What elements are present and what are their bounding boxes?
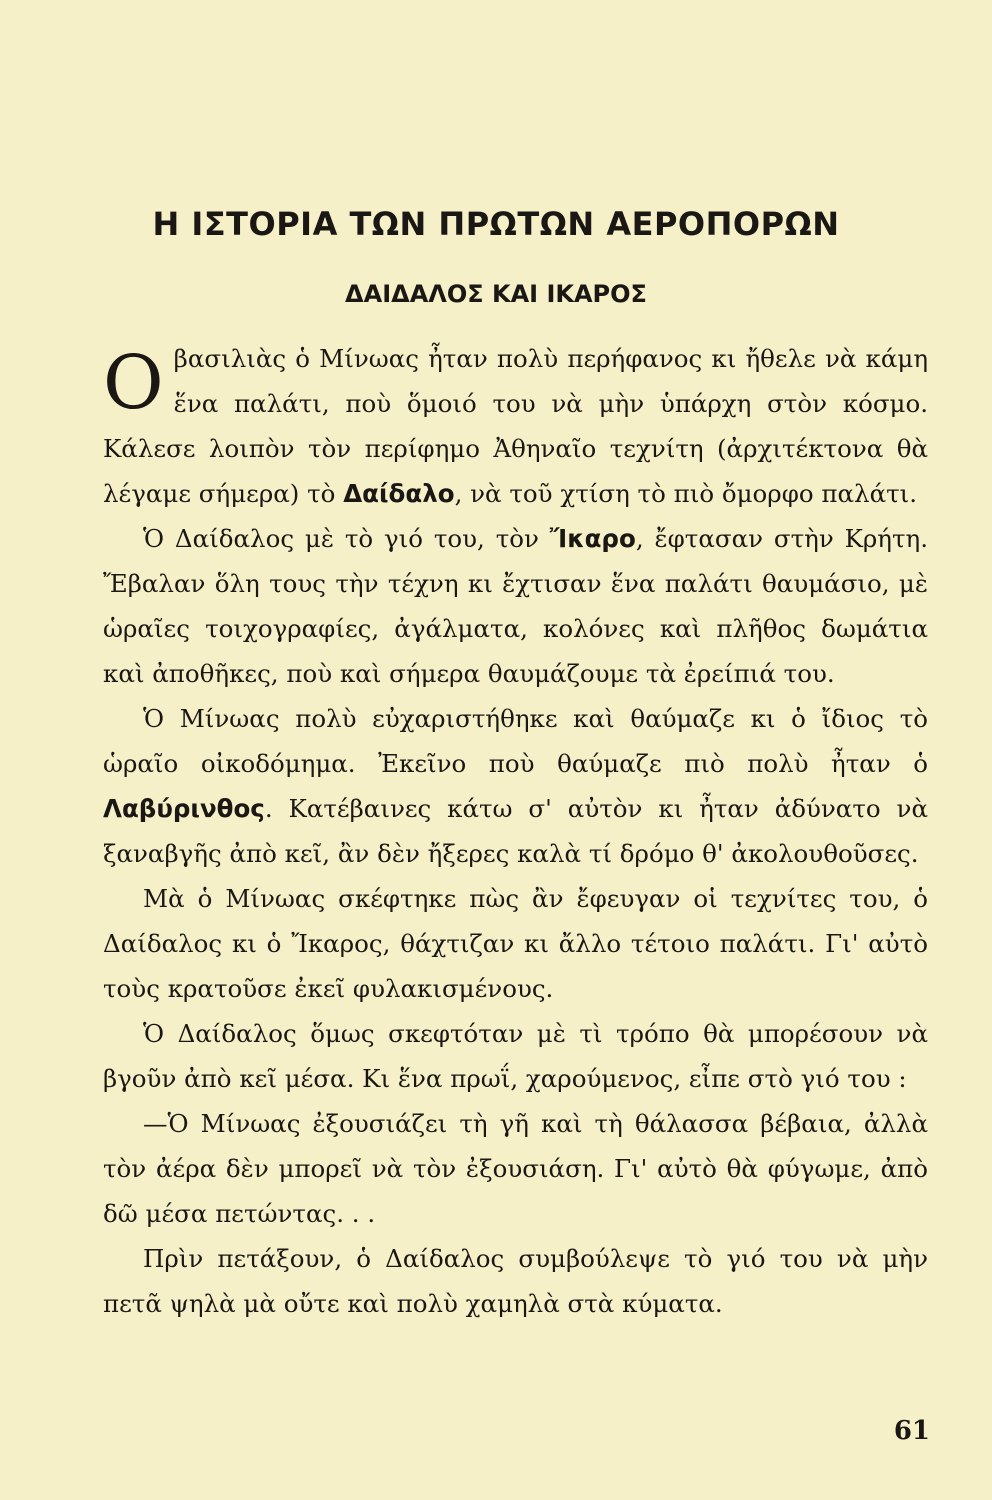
name-labyrinth: Λαβύρινθος [103,794,265,823]
page-title: Η ΙΣΤΟΡΙΑ ΤΩΝ ΠΡΩΤΩΝ ΑΕΡΟΠΟΡΩΝ [152,205,840,243]
section-subtitle: ΔΑΙΔΑΛΟΣ ΚΑΙ ΙΚΑΡΟΣ [345,280,647,308]
paragraph-1-text-b: , νὰ τοῦ χτίση τὸ πιὸ ὄμορφο παλάτι. [454,479,918,508]
name-ikaros: Ἴκαρο [549,524,636,553]
paragraph-3-text-a: Ὁ Μίνωας πολὺ εὐχαριστήθηκε καὶ θαύμαζε κι ὁ ἴδιος τὸ ὡραῖο οἰκοδόμημα. Ἐκεῖνο ποὺ θαύμαζε πιὸ πολὺ ἦταν ὁ [103,704,928,778]
paragraph-7: Πρὶν πετάξουν, ὁ Δαίδαλος συμβούλεψε τὸ γιό του νὰ μὴν πετᾶ ψηλὰ μὰ οὔτε καὶ πολὺ χαμηλὰ στὰ κύματα. [103,1244,928,1318]
paragraph-3 [103,696,928,876]
name-daidalos: Δαίδαλο [343,479,455,508]
paragraph-1-text-a: βασιλιὰς ὁ Μίνωας ἦταν πολὺ περήφανος κι ἤθελε νὰ κάμη ἕνα παλάτι, ποὺ ὅμοιό του νὰ μὴν ὑπάρχη στὸν κόσμο. Κάλεσε λοιπὸν τὸν περίφημο Ἀθηναῖο τεχνίτη (ἀρχιτέκτονα θὰ λέγαμε σήμερα) τὸ [103,344,928,508]
page-number: 61 [893,1416,930,1446]
paragraph-6: —Ὁ Μίνωας ἐξουσιάζει τὴ γῆ καὶ τὴ θάλασσα βέβαια, ἀλλὰ τὸν ἀέρα δὲν μπορεῖ νὰ τὸν ἐξουσιάση. Γι' αὐτὸ θὰ φύγωμε, ἀπὸ δῶ μέσα πετώντας. . . [103,1109,928,1228]
paragraph-2 [103,516,928,696]
paragraph-1 [103,336,928,516]
drop-cap: Ο [103,340,164,426]
body-text [103,336,928,1326]
paragraph-2-text-b: , ἔφτασαν στὴν Κρήτη. Ἔβαλαν ὅλη τους τὴν τέχνη κι ἔχτισαν ἕνα παλάτι θαυμάσιο, μὲ ὡραῖες τοιχογραφίες, ἀγάλματα, κολόνες καὶ πλῆθος δωμάτια καὶ ἀποθῆκες, ποὺ καὶ σήμερα θαυμάζουμε τὰ ἐρείπιά του. [103,524,928,688]
paragraph-5: Ὁ Δαίδαλος ὅμως σκεφτόταν μὲ τὶ τρόπο θὰ μπορέσουν νὰ βγοῦν ἀπὸ κεῖ μέσα. Κι ἕνα πρωΐ, χαρούμενος, εἶπε στὸ γιό του : [103,1019,928,1093]
paragraph-3-text-b: . Κατέβαινες κάτω σ' αὐτὸν κι ἦταν ἀδύνατο νὰ ξαναβγῆς ἀπὸ κεῖ, ἂν δὲν ἤξερες καλὰ τί δρόμο θ' ἀκολουθοῦσες. [103,794,928,868]
paragraph-4: Μὰ ὁ Μίνωας σκέφτηκε πὼς ἂν ἔφευγαν οἱ τεχνίτες του, ὁ Δαίδαλος κι ὁ Ἴκαρος, θάχτιζαν κι ἄλλο τέτοιο παλάτι. Γι' αὐτὸ τοὺς κρατοῦσε ἐκεῖ φυλακισμένους. [103,884,928,1003]
paragraph-2-text-a: Ὁ Δαίδαλος μὲ τὸ γιό του, τὸν [143,524,550,553]
